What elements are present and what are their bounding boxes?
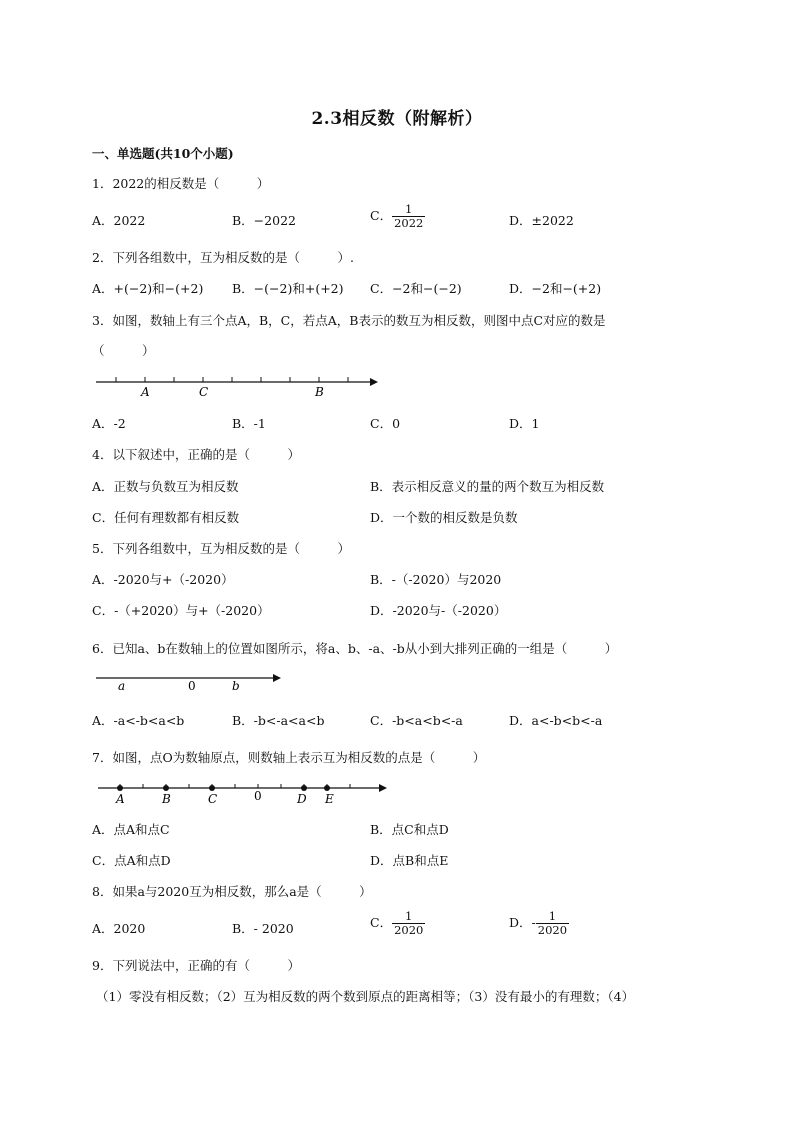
question-3-stem: 3．如图，数轴上有三个点A，B，C，若点A，B表示的数互为相反数，则图中点C对应的数是 [92, 313, 606, 328]
q7-point-c [209, 785, 215, 791]
q7-point-e [324, 785, 330, 791]
q5-option-c: C．-（+2020）与+（-2020） [92, 603, 270, 618]
q1-option-b: B．−2022 [232, 213, 296, 228]
q7-arrow-head [379, 784, 387, 792]
q7-option-b: B．点C和点D [370, 822, 449, 837]
q8-option-d-prefix: D．- [509, 915, 536, 931]
question-9-stem: 9．下列说法中，正确的有（ ） [92, 958, 300, 973]
q7-point-a [117, 785, 123, 791]
q4-option-d: D．一个数的相反数是负数 [370, 510, 518, 525]
fraction-numerator: 1 [405, 909, 413, 923]
q8-option-d [509, 910, 569, 937]
fraction-denominator: 2020 [537, 923, 568, 938]
q3-arrow-head [370, 378, 378, 386]
q3-option-a: A．-2 [92, 416, 126, 431]
q5-option-d: D．-2020与-（-2020） [370, 603, 507, 618]
q7-point-d [301, 785, 307, 791]
q6-label-a: a [118, 679, 126, 693]
q6-arrow-head [273, 674, 281, 682]
q7-label-d: D [297, 792, 307, 806]
q7-number-line [92, 776, 402, 810]
q6-option-b: B．-b<-a<a<b [232, 713, 325, 728]
question-8-stem: 8．如果a与2020互为相反数，那么a是（ ） [92, 884, 372, 899]
q6-option-a: A．-a<-b<a<b [92, 713, 185, 728]
q5-option-a: A．-2020与+（-2020） [92, 572, 234, 587]
q7-option-a: A．点A和点C [92, 822, 170, 837]
q4-option-a: A．正数与负数互为相反数 [92, 479, 239, 494]
q7-option-c: C．点A和点D [92, 853, 171, 868]
q6-option-c: C．-b<a<b<-a [370, 713, 463, 728]
section-heading: 一、单选题(共10个小题) [92, 146, 234, 161]
q1-option-c-fraction [392, 203, 425, 230]
q5-option-b: B．-（-2020）与2020 [370, 572, 502, 587]
q4-option-c: C．任何有理数都有相反数 [92, 510, 240, 525]
q7-label-c: C [208, 792, 218, 806]
q1-option-c [370, 203, 425, 230]
q2-option-d: D．−2和−(+2) [509, 281, 602, 296]
q3-label-a: A [141, 385, 150, 399]
q8-option-b: B．- 2020 [232, 921, 294, 936]
q3-number-line [92, 368, 392, 402]
q3-option-d: D．1 [509, 416, 540, 431]
q7-label-zero: 0 [254, 789, 262, 803]
fraction-numerator: 1 [405, 202, 413, 216]
question-6-stem: 6．已知a、b在数轴上的位置如图所示，将a、b、-a、-b从小到大排列正确的一组是（ ） [92, 641, 618, 656]
q4-option-b: B．表示相反意义的量的两个数互为相反数 [370, 479, 605, 494]
q7-label-e: E [325, 792, 334, 806]
q6-label-zero: 0 [188, 679, 196, 693]
question-2-stem: 2．下列各组数中，互为相反数的是（ ）. [92, 250, 354, 265]
q1-option-a: A．2022 [92, 213, 146, 228]
fraction-denominator: 2022 [394, 216, 424, 231]
q8-option-c-prefix: C． [370, 915, 393, 931]
q1-option-d: D．±2022 [509, 213, 574, 228]
q6-option-d: D．a<-b<b<-a [509, 713, 603, 728]
q3-option-c: C．0 [370, 416, 401, 431]
q1-option-c-prefix: C． [370, 208, 393, 224]
q2-option-a: A．+(−2)和−(+2) [92, 281, 204, 296]
fraction-numerator: 1 [548, 909, 557, 923]
q7-point-b [163, 785, 169, 791]
question-7-stem: 7．如图，点O为数轴原点，则数轴上表示互为相反数的点是（ ） [92, 750, 486, 765]
q7-option-d: D．点B和点E [370, 853, 449, 868]
page-title: 2.3相反数（附解析） [311, 109, 483, 129]
question-5-stem: 5．下列各组数中，互为相反数的是（ ） [92, 541, 350, 556]
question-3-stem-cont: （ ） [92, 343, 155, 358]
q8-option-c [370, 910, 425, 937]
q7-label-a: A [116, 792, 125, 806]
q8-option-c-fraction [392, 910, 425, 937]
q3-option-b: B．-1 [232, 416, 266, 431]
q2-option-b: B．−(−2)和+(+2) [232, 281, 344, 296]
q3-label-b: B [315, 385, 324, 399]
q2-option-c: C．−2和−(−2) [370, 281, 462, 296]
q8-option-d-fraction [536, 910, 569, 937]
question-1-stem: 1．2022的相反数是（ ） [92, 176, 270, 191]
q6-label-b: b [232, 679, 240, 693]
q8-option-a: A．2020 [92, 921, 146, 936]
q6-number-line [92, 666, 292, 696]
question-4-stem: 4．以下叙述中，正确的是（ ） [92, 447, 300, 462]
fraction-denominator: 2020 [394, 923, 424, 938]
q3-ticks [116, 377, 348, 382]
q7-label-b: B [162, 792, 171, 806]
q3-label-c: C [199, 385, 209, 399]
q9-statements: （1）零没有相反数；（2）互为相反数的两个数到原点的距离相等；（3）没有最小的有理数；（4） [96, 989, 635, 1004]
